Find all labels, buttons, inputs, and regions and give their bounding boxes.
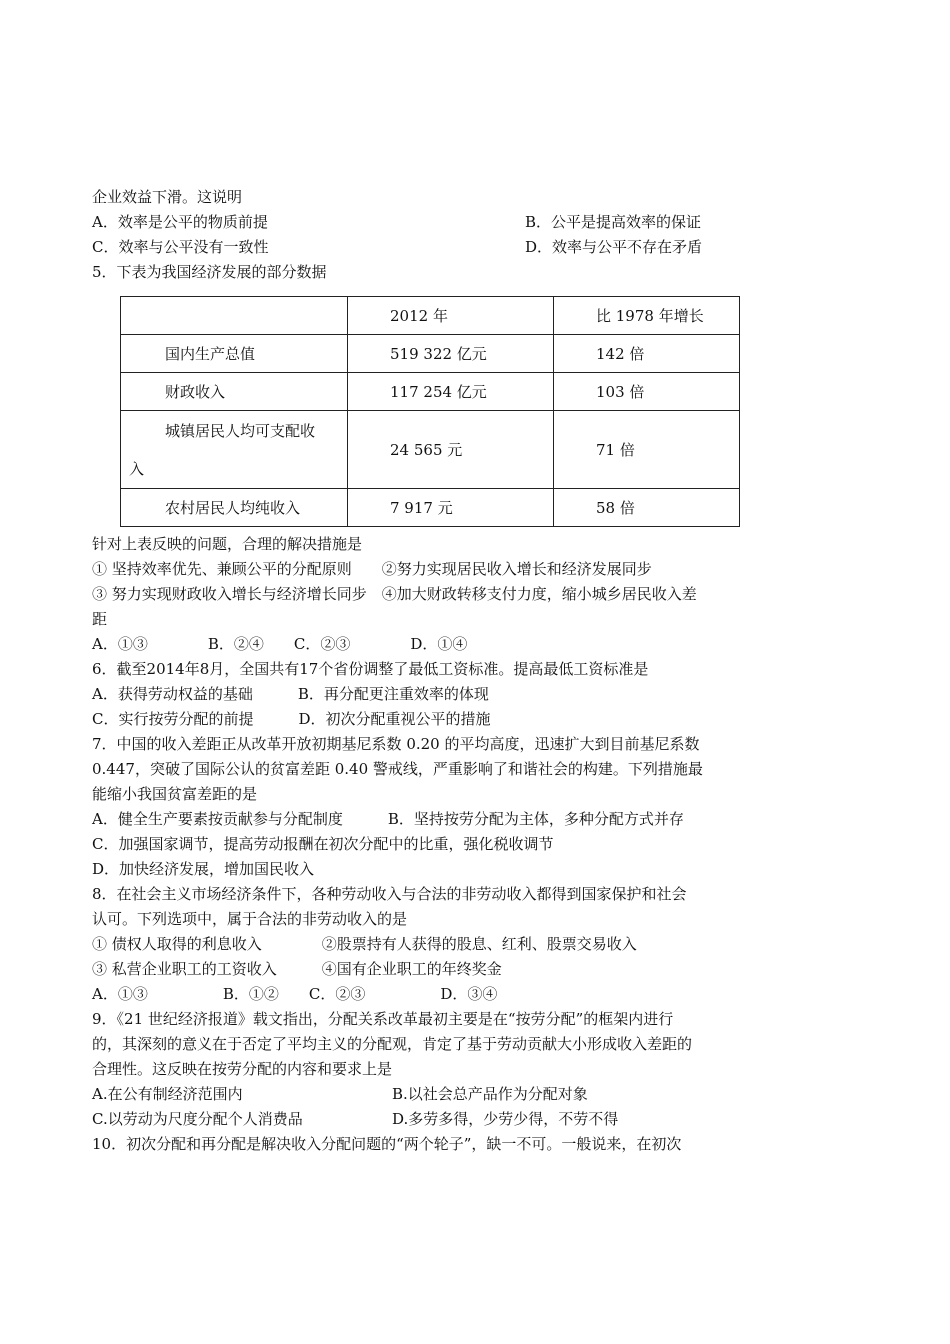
text-line: 针对上表反映的问题，合理的解决措施是 xyxy=(92,535,363,553)
text-line: 能缩小我国贫富差距的是 xyxy=(92,785,258,803)
text-line: 的，其深刻的意义在于否定了平均主义的分配观，肯定了基于劳动贡献大小形成收入差距的 xyxy=(92,1035,693,1053)
text-line: 企业效益下滑。这说明 xyxy=(92,188,243,206)
question-10-stem: 10．初次分配和再分配是解决收入分配问题的“两个轮子”，缺一不可。一般说来，在初次 xyxy=(92,1135,682,1153)
text-line: 距 xyxy=(92,610,108,628)
table-row xyxy=(121,489,740,527)
question-6-stem: 6．截至2014年8月，全国共有17个省份调整了最低工资标准。提高最低工资标准是 xyxy=(92,660,649,678)
table-row xyxy=(121,373,740,411)
text-line: A．获得劳动权益的基础 B．再分配更注重效率的体现 xyxy=(92,685,489,703)
table-row xyxy=(121,411,740,489)
text-line: C．实行按劳分配的前提 D．初次分配重视公平的措施 xyxy=(92,710,491,728)
text-line: ① 债权人取得的利息收入 ②股票持有人获得的股息、红利、股票交易收入 xyxy=(92,935,637,953)
table-cell: 7 917 元 xyxy=(348,489,554,527)
answer-options: A．①③ B．②④ C．②③ D．①④ xyxy=(92,635,468,653)
q9-option-c: C.以劳动为尺度分配个人消费品 xyxy=(92,1110,303,1128)
q4-option-a: A．效率是公平的物质前提 xyxy=(92,213,268,231)
text-line: 认可。下列选项中，属于合法的非劳动收入的是 xyxy=(92,910,408,928)
table-cell: 117 254 亿元 xyxy=(348,373,554,411)
text-line: ① 坚持效率优先、兼顾公平的分配原则 ②努力实现居民收入增长和经济发展同步 xyxy=(92,560,652,578)
table-cell-text: 城镇居民人均可支配收 xyxy=(165,421,316,440)
question-7-stem: 7．中国的收入差距正从改革开放初期基尼系数 0.20 的平均高度，迅速扩大到目前基尼系数 xyxy=(92,735,700,753)
table-cell: 财政收入 xyxy=(121,373,348,411)
text-line: C．加强国家调节，提高劳动报酬在初次分配中的比重，强化税收调节 xyxy=(92,835,554,853)
table-cell xyxy=(121,411,348,489)
table-header-row xyxy=(121,297,740,335)
table-cell: 103 倍 xyxy=(554,373,740,411)
question-9-stem: 9．《21 世纪经济报道》载文指出，分配关系改革最初主要是在“按劳分配”的框架内进行 xyxy=(92,1010,674,1028)
question-5-stem: 5．下表为我国经济发展的部分数据 xyxy=(92,263,327,281)
answer-options: A．①③ B．①② C．②③ D．③④ xyxy=(92,985,498,1003)
text-line: D．加快经济发展，增加国民收入 xyxy=(92,860,315,878)
table-cell: 24 565 元 xyxy=(348,411,554,489)
q9-option-d: D.多劳多得，少劳少得，不劳不得 xyxy=(392,1110,619,1128)
table-header-cell: 比 1978 年增长 xyxy=(554,297,740,335)
table-cell-text: 入 xyxy=(129,459,145,478)
text-line: ③ 私营企业职工的工资收入 ④国有企业职工的年终奖金 xyxy=(92,960,502,978)
table-cell: 71 倍 xyxy=(554,411,740,489)
text-line: A．健全生产要素按贡献参与分配制度 B．坚持按劳分配为主体，多种分配方式并存 xyxy=(92,810,684,828)
q4-option-d: D．效率与公平不存在矛盾 xyxy=(525,238,703,256)
table-header-cell xyxy=(121,297,348,335)
table-row xyxy=(121,335,740,373)
q4-option-c: C．效率与公平没有一致性 xyxy=(92,238,269,256)
q9-option-a: A.在公有制经济范围内 xyxy=(92,1085,243,1103)
table-cell: 142 倍 xyxy=(554,335,740,373)
table-cell: 519 322 亿元 xyxy=(348,335,554,373)
table-cell: 58 倍 xyxy=(554,489,740,527)
table-cell: 农村居民人均纯收入 xyxy=(121,489,348,527)
economic-data-table xyxy=(120,296,740,527)
text-line: 合理性。这反映在按劳分配的内容和要求上是 xyxy=(92,1060,393,1078)
question-8-stem: 8．在社会主义市场经济条件下，各种劳动收入与合法的非劳动收入都得到国家保护和社会 xyxy=(92,885,687,903)
table-cell: 国内生产总值 xyxy=(121,335,348,373)
q4-option-b: B．公平是提高效率的保证 xyxy=(525,213,702,231)
q9-option-b: B.以社会总产品作为分配对象 xyxy=(392,1085,588,1103)
text-line: 0.447，突破了国际公认的贫富差距 0.40 警戒线，严重影响了和谐社会的构建。下列措施最 xyxy=(92,760,703,778)
text-line: ③ 努力实现财政收入增长与经济增长同步 ④加大财政转移支付力度，缩小城乡居民收入差 xyxy=(92,585,697,603)
table-header-cell: 2012 年 xyxy=(348,297,554,335)
